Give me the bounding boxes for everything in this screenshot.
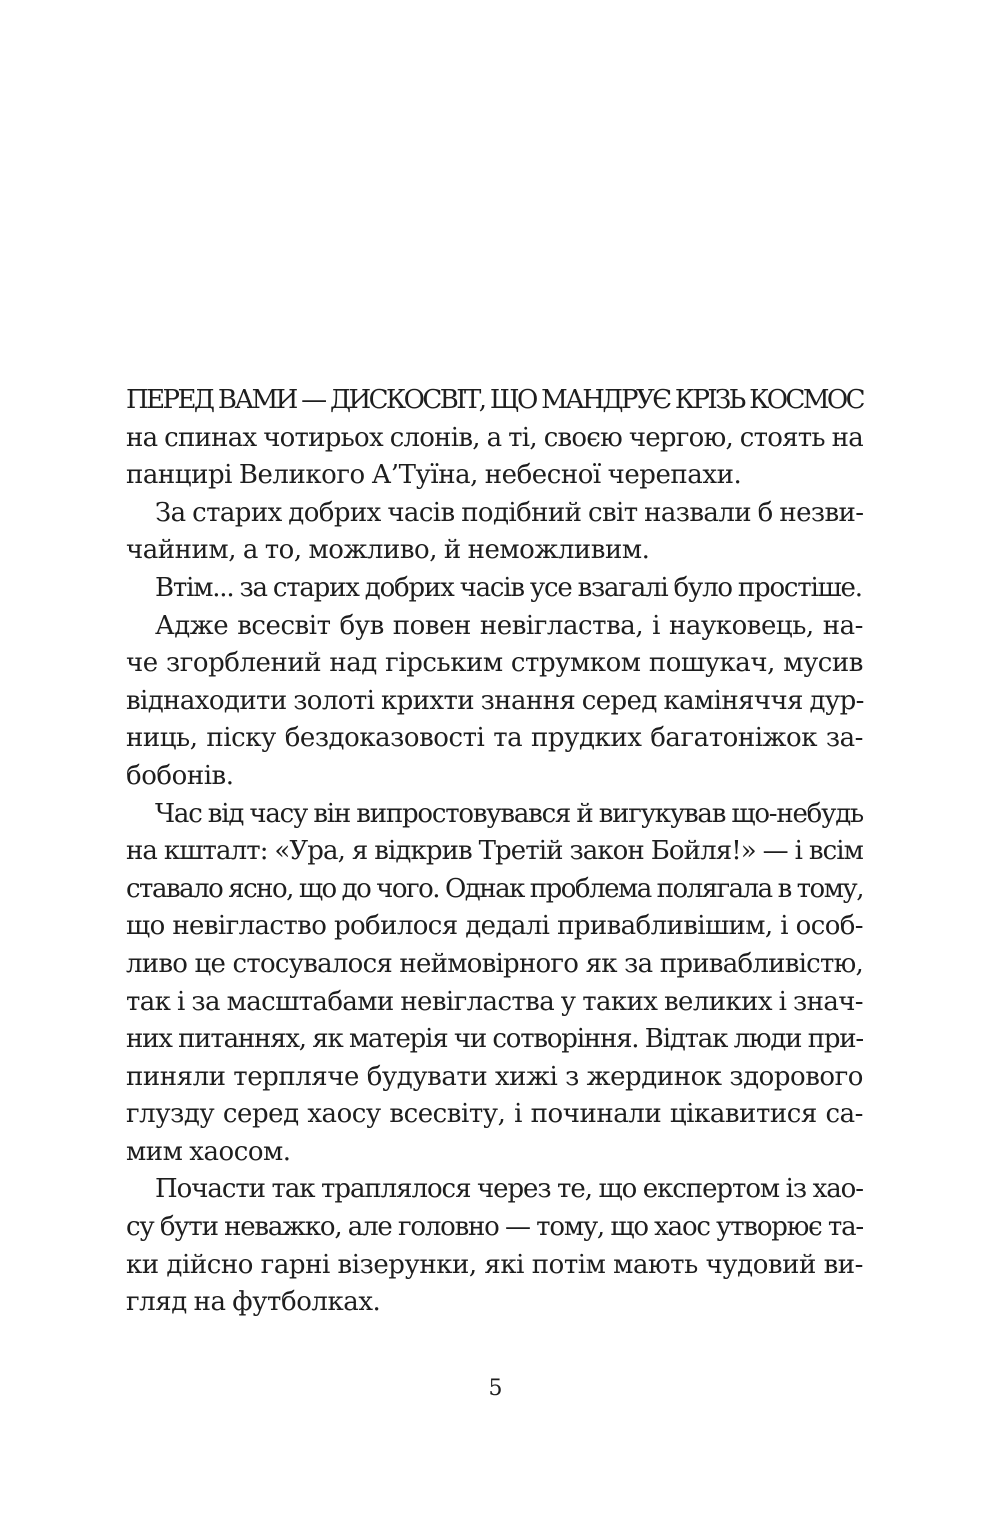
page-number: 5 xyxy=(488,1376,503,1401)
paragraph xyxy=(126,796,863,1172)
text-line: За старих добрих часів подібний світ назвали б незви- xyxy=(155,497,864,528)
text-line: че згорблений над гірським струмком пошукач, мусив xyxy=(126,648,863,679)
text-line: них питаннях, як матерія чи сотворіння. Відтак люди при- xyxy=(126,1024,863,1055)
text-line: ПЕРЕД ВАМИ — ДИСКОСВІТ, ЩО МАНДРУЄ КРІЗЬ КОСМОС xyxy=(126,385,863,415)
text-line: ниць, піску бездоказовості та прудких багатоніжок за- xyxy=(126,723,863,754)
text-line: так і за масштабами невігластва у таких великих і знач- xyxy=(126,986,863,1017)
text-line: Почасти так траплялося через те, що експертом із хао- xyxy=(155,1174,863,1205)
text-line: ставало ясно, що до чого. Однак проблема полягала в тому, xyxy=(126,873,863,904)
text-line: гляд на футболках. xyxy=(126,1287,381,1318)
text-line: Адже всесвіт був повен невігластва, і науковець, на- xyxy=(155,610,863,641)
text-line: Втім... за старих добрих часів усе взагалі було простіше. xyxy=(155,572,862,603)
text-line: віднаходити золоті крихти знання серед каміняччя дур- xyxy=(126,685,864,716)
paragraph xyxy=(126,382,863,495)
text-line: пиняли терпляче будувати хижі з жердинок здорового xyxy=(126,1061,863,1092)
text-line: мим хаосом. xyxy=(126,1136,291,1167)
text-line: що невігластво робилося дедалі привабливішим, і особ- xyxy=(126,911,863,942)
text-line: ки дійсно гарні візерунки, які потім мають чудовий ви- xyxy=(126,1249,863,1280)
text-line: бобонів. xyxy=(126,760,234,791)
text-line: глузду серед хаосу всесвіту, і починали цікавитися са- xyxy=(126,1099,863,1130)
paragraph xyxy=(126,1171,863,1321)
text-line: на кшталт: «Ура, я відкрив Третій закон Бойля!» — і всім xyxy=(126,836,863,867)
body-text xyxy=(126,382,863,1322)
paragraph xyxy=(126,495,863,570)
paragraph xyxy=(126,570,863,608)
text-line: су бути неважко, але головно — тому, що хаос утворює та- xyxy=(126,1212,863,1243)
paragraph xyxy=(126,608,863,796)
text-line: Час від часу він випростовувався й вигукував що-небудь xyxy=(155,798,863,829)
text-line: панцирі Великого А’Туїна, небесної черепахи. xyxy=(126,460,742,491)
text-line: чайним, а то, можливо, й неможливим. xyxy=(126,535,650,566)
text-line: ливо це стосувалося неймовірного як за привабливістю, xyxy=(126,948,863,979)
text-line: на спинах чотирьох слонів, а ті, своєю чергою, стоять на xyxy=(126,422,863,453)
